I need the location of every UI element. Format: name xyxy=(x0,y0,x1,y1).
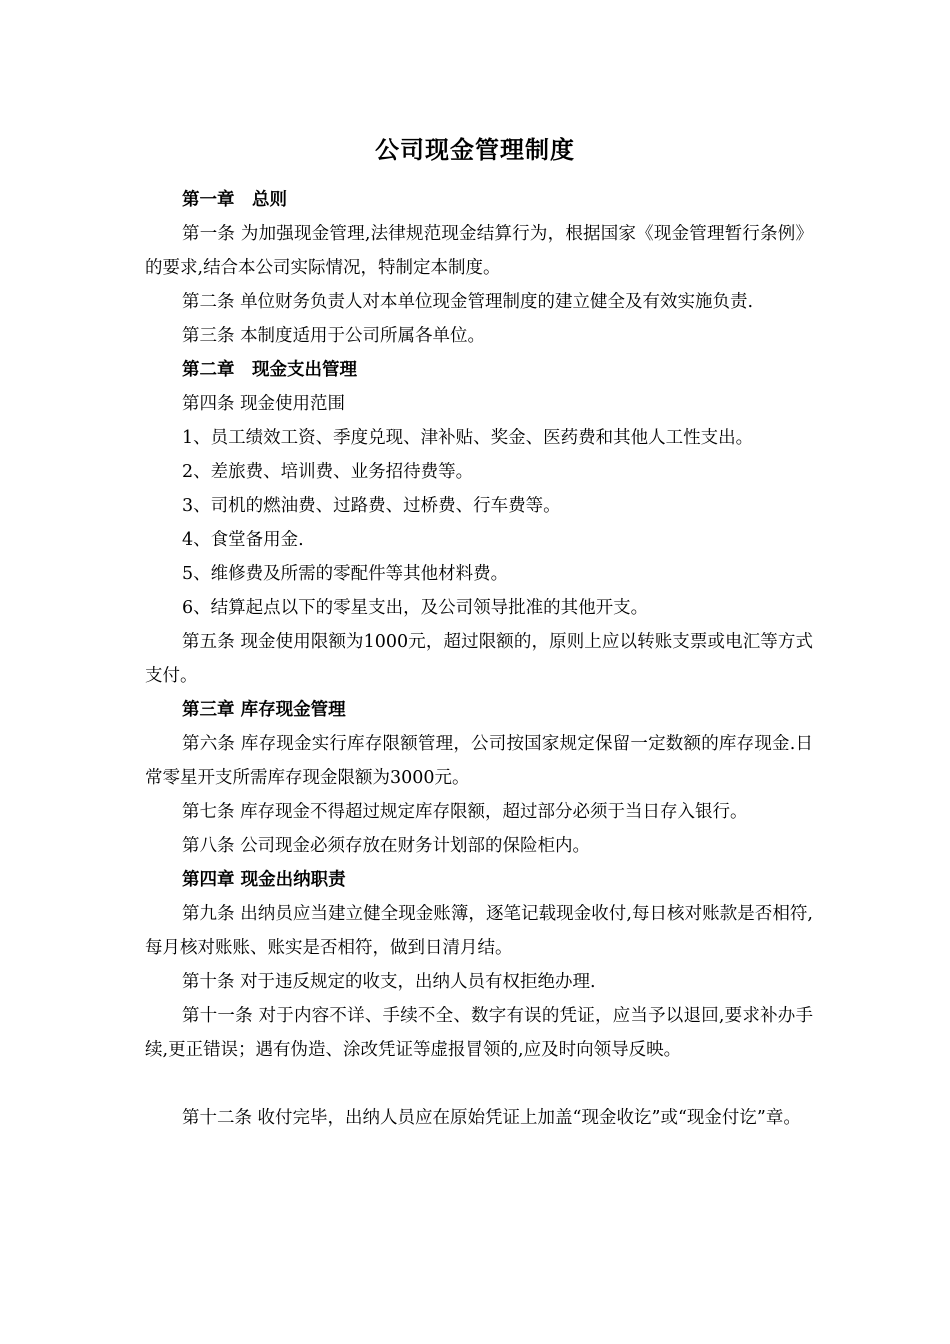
article-4: 第四条 现金使用范围 xyxy=(182,394,346,414)
chapter-2-heading: 第二章 现金支出管理 xyxy=(182,360,357,380)
article-2: 第二条 单位财务负责人对本单位现金管理制度的建立健全及有效实施负责. xyxy=(182,292,754,312)
list-item: 1、员工绩效工资、季度兑现、津补贴、奖金、医药费和其他人工性支出。 xyxy=(182,428,754,448)
blank-line xyxy=(145,1067,813,1101)
list-item: 3、司机的燃油费、过路费、过桥费、行车费等。 xyxy=(182,496,561,516)
article-11: 第十一条 对于内容不详、手续不全、数字有误的凭证，应当予以退回,要求补办手续,更正错误；遇有伪造、涂改凭证等虚报冒领的,应及时向领导反映。 xyxy=(145,1006,813,1060)
article-1: 第一条 为加强现金管理,法律规范现金结算行为，根据国家《现金管理暂行条例》的要求,结合本公司实际情况，特制定本制度。 xyxy=(145,224,813,278)
article-3: 第三条 本制度适用于公司所属各单位。 xyxy=(182,326,486,346)
list-item: 6、结算起点以下的零星支出，及公司领导批准的其他开支。 xyxy=(182,598,649,618)
chapter-1-heading: 第一章 总则 xyxy=(182,190,287,210)
document-body xyxy=(145,183,813,1135)
list-item: 5、维修费及所需的零配件等其他材料费。 xyxy=(182,564,509,584)
article-7: 第七条 库存现金不得超过规定库存限额，超过部分必须于当日存入银行。 xyxy=(182,802,748,822)
chapter-3-heading: 第三章 库存现金管理 xyxy=(182,700,346,720)
article-10: 第十条 对于违反规定的收支，出纳人员有权拒绝办理. xyxy=(182,972,596,992)
article-5: 第五条 现金使用限额为1000元，超过限额的，原则上应以转账支票或电汇等方式支付。 xyxy=(145,632,813,686)
article-12: 第十二条 收付完毕，出纳人员应在原始凭证上加盖“现金收讫”或“现金付讫”章。 xyxy=(182,1108,801,1128)
article-9: 第九条 出纳员应当建立健全现金账簿，逐笔记载现金收付,每日核对账款是否相符,每月核对账账、账实是否相符，做到日清月结。 xyxy=(145,904,813,958)
chapter-4-heading: 第四章 现金出纳职责 xyxy=(182,870,346,890)
document-title: 公司现金管理制度 xyxy=(375,135,575,164)
article-6: 第六条 库存现金实行库存限额管理，公司按国家规定保留一定数额的库存现金.日常零星开支所需库存现金限额为3000元。 xyxy=(145,734,813,788)
article-8: 第八条 公司现金必须存放在财务计划部的保险柜内。 xyxy=(182,836,591,856)
list-item: 4、食堂备用金. xyxy=(182,530,304,550)
list-item: 2、差旅费、培训费、业务招待费等。 xyxy=(182,462,474,482)
